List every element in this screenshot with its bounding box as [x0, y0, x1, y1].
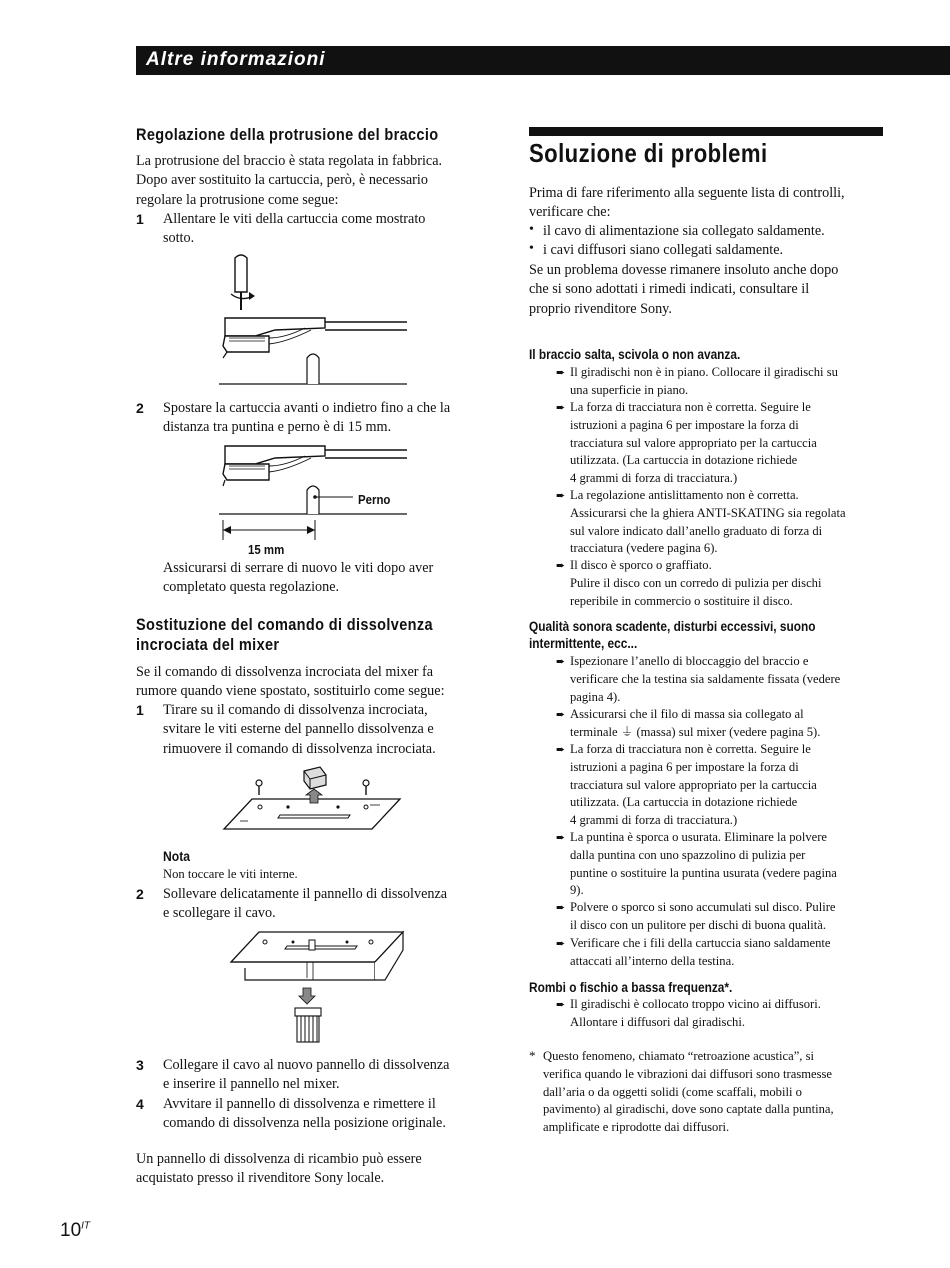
step-number: 1: [136, 702, 144, 718]
fader-panel-cable-figure: [225, 928, 410, 1050]
crossfader-intro: Se il comando di dissolvenza incrociata del mixer fa rumore quando viene spostato, sostituirlo come segue:: [136, 664, 445, 700]
check-item: il cavo di alimentazione sia collegato saldamente.: [543, 223, 825, 239]
troubleshooting-intro: Prima di fare riferimento alla seguente lista di controlli, verificare che:: [529, 185, 845, 221]
section-header-bar: [136, 46, 950, 75]
arrow-right-icon: ➨: [556, 655, 566, 668]
bullet: •: [529, 222, 534, 237]
arrow-right-icon: ➨: [556, 831, 566, 844]
arrow-right-icon: ➨: [556, 401, 566, 414]
problem-1-title: Il braccio salta, scivola o non avanza.: [529, 347, 741, 362]
fader-panel-removal-figure: [220, 765, 410, 835]
problem-2-title: Qualità sonora scadente, disturbi eccessivi, suono intermittente, ecc...: [529, 619, 816, 651]
note-title: Nota: [163, 849, 190, 864]
footnote-marker: *: [529, 1048, 536, 1063]
step-number: 3: [136, 1057, 144, 1073]
retighten-note: Assicurarsi di serrare di nuovo le viti dopo aver completato questa regolazione.: [163, 560, 434, 596]
distance-label: 15 mm: [248, 542, 285, 557]
troubleshooting-intro-2: Se un problema dovesse rimanere insoluto anche dopo che si sono adottati i rimedi indicati, consultare il proprio rivenditore Sony.: [529, 262, 839, 317]
step-number: 1: [136, 211, 144, 227]
problem-3-title: Rombi o fischio a bassa frequenza*.: [529, 980, 733, 995]
section-title-crossfader: Sostituzione del comando di dissolvenza incrociata del mixer: [136, 616, 433, 654]
arrow-right-icon: ➨: [556, 901, 566, 914]
check-item: i cavi diffusori siano collegati saldamente.: [543, 242, 784, 258]
replacement-panel-note: Un pannello di dissolvenza di ricambio può essere acquistato presso il rivenditore Sony locale.: [136, 1151, 422, 1187]
section-title: Altre informazioni: [146, 49, 326, 70]
crossfader-step-3-text: Collegare il cavo al nuovo pannello di dissolvenza e inserire il pannello nel mixer.: [163, 1057, 450, 1093]
note-text: Non toccare le viti interne.: [163, 867, 298, 881]
step-number: 4: [136, 1096, 144, 1112]
arm-protrusion-intro: La protrusione del braccio è stata regolata in fabbrica. Dopo aver sostituito la cartuccia, però, è necessario regolare la protrusione come segue:: [136, 153, 443, 208]
arrow-right-icon: ➨: [556, 708, 566, 721]
crossfader-step-4-text: Avvitare il pannello di dissolvenza e rimettere il comando di dissolvenza nella posizione originale.: [163, 1096, 446, 1132]
arrow-right-icon: ➨: [556, 998, 566, 1011]
bullet: •: [529, 241, 534, 256]
arrow-right-icon: ➨: [556, 559, 566, 572]
title-rule: [529, 127, 883, 136]
arrow-right-icon: ➨: [556, 937, 566, 950]
crossfader-step-1-text: Tirare su il comando di dissolvenza incrociata, svitare le viti esterne del pannello dissolvenza e rimuovere il comando di dissolvenza incrociata.: [163, 702, 436, 757]
arrow-right-icon: ➨: [556, 489, 566, 502]
manual-page: Altre informazioni Regolazione della protrusione del braccio La protrusione del braccio è stata regolata in fabbrica. Dopo aver sostituito la cartuccia, però, è necessario regolare la protrusione come segue: 1 Allentare le viti della cartuccia come mostrato sotto. 2 Spostare la cartuccia avanti o indietro fino a che la distanza tra puntina e perno è di 15 mm. Perno 15 mm Assicurarsi di serrare di nuovo le viti dopo aver completato questa regolazione. Sostituzione del comando di dissolvenza incrociata del mixer Se il comando di dissolvenza incrociata del mixer fa rumore quando viene spostato, sostituirlo come segue: 1 Tirare su il comando di dissolvenza incrociata, svitare le viti esterne del pannello dissolvenza e rimuovere il comando di dissolvenza incrociata. Nota Non toccare le viti interne. 2 Sollevare delicatamente il pannello di dissolvenza e scollegare il cavo. 3 Collegare il cavo al nuovo pannello di dissolvenza e inserire il pannello nel mixer. 4 Avvitare il pannello di dissolvenza e rimettere il comando di dissolvenza nella posizione originale. Un pannello di dissolvenza di ricambio può essere acquistato presso il rivenditore Sony locale. Soluzione di problemi Prima di fare riferimento alla seguente lista di controlli, verificare che: • il cavo di alimentazione sia collegato saldamente. • i cavi diffusori siano collegati saldamente. Se un problema dovesse rimanere insoluto anche dopo che si sono adottati i rimedi indicati, consultare il proprio rivenditore Sony. Il braccio salta, scivola o non avanza. ➨ Il giradischi non è in piano. Collocare il giradischi su una superficie in piano. ➨ La forza di tracciatura non è corretta. Seguire le istruzioni a pagina 6 per impostare la forza di tracciatura sul valore appropriato per la cartuccia utilizzata. (La cartuccia in dotazione richiede 4 grammi di forza di tracciatura.) ➨ La regolazione antislittamento non è corretta. Assicurarsi che la ghiera ANTI-SKATING sia regolata sul valore indicato dall’anello graduato di forza di tracciatura (vedere pagina 6). ➨ Il disco è sporco o graffiato. Pulire il disco con un corredo di pulizia per dischi reperibile in commercio o sostituire il disco. Qualità sonora scadente, disturbi eccessivi, suono intermittente, ecc... ➨ Ispezionare l’anello di bloccaggio del braccio e verificare che la testina sia saldamente fissata (vedere pagina 4). ➨ Assicurarsi che il filo di massa sia collegato al terminale ⏚ (massa) sul mixer (vedere pagina 5). ➨ La forza di tracciatura non è corretta. Seguire le istruzioni a pagina 6 per impostare la forza di tracciatura sul valore appropriato per la cartuccia utilizzata. (La cartuccia in dotazione richiede 4 grammi di forza di tracciatura.) ➨ La puntina è sporca o usurata. Eliminare la polvere dalla puntina con uno spazzolino di pulizia per puntine o sostituire la puntina usurata (vedere pagina 9). ➨ Polvere o sporco si sono accumulati sul disco. Pulire il disco con un pulitore per dischi di buona qualità. ➨ Verificare che i fili della cartuccia siano saldamente attaccati all’interno della testina. Rombi o fischio a bassa frequenza*. ➨ Il giradischi è collocato troppo vicino ai diffusori. Allontare i diffusori dal giradischi. * Questo fenomeno, chiamato “retroazione acustica”, si verifica quando le vibrazioni dai diffusori sono trasmesse dall’aria o da oggetti solidi (come scaffali, mobili o pavimento) al giradischi, dove sono captate dalla puntina, amplificate e riprodotte dai diffusori. $10^{IT}$: [0, 0, 950, 1268]
crossfader-step-2-text: Sollevare delicatamente il pannello di dissolvenza e scollegare il cavo.: [163, 886, 448, 922]
step-1-text: Allentare le viti della cartuccia come mostrato sotto.: [163, 211, 426, 247]
page-title: Soluzione di problemi: [529, 138, 768, 168]
step-number: 2: [136, 400, 144, 416]
arrow-right-icon: ➨: [556, 743, 566, 756]
pin-label: Perno: [358, 492, 391, 507]
page-language-suffix: IT: [81, 1220, 91, 1232]
step-2-text: Spostare la cartuccia avanti o indietro fino a che la distanza tra puntina e perno è di 15 mm.: [163, 400, 451, 436]
section-title-arm-protrusion: Regolazione della protrusione del braccio: [136, 126, 439, 144]
page-number: $10^{IT}$: [60, 1220, 91, 1241]
cartridge-screw-figure: [215, 252, 415, 390]
footnote-text: Questo fenomeno, chiamato “retroazione acustica”, si verifica quando le vibrazioni dai diffusori sono trasmesse dall’aria o da oggetti solidi (come scaffali, mobili o pavimento) al giradischi, dove sono captate dalla puntina, amplificate e riprodotte dai diffusori.: [543, 1049, 834, 1135]
arrow-right-icon: ➨: [556, 366, 566, 379]
step-number: 2: [136, 886, 144, 902]
